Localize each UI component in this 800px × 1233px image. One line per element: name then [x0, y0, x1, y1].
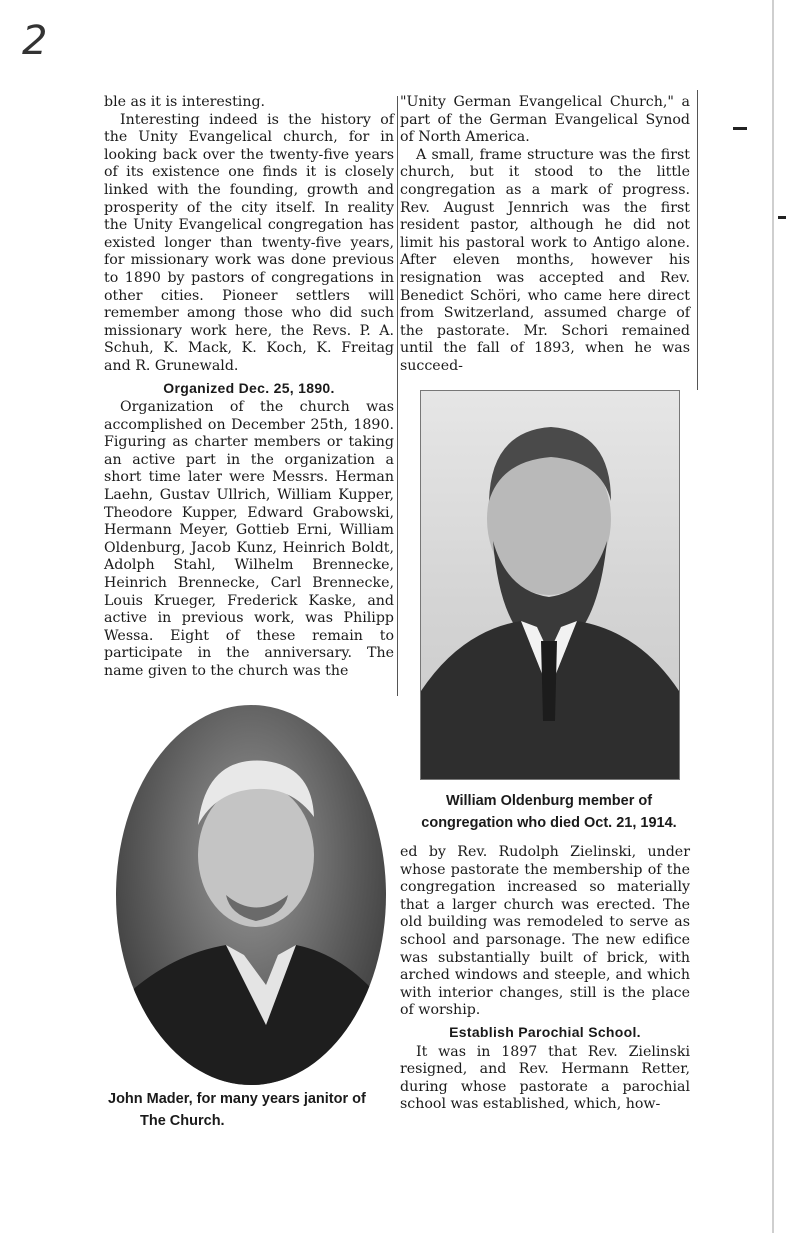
article-right-column-top — [400, 94, 690, 376]
article-paragraph: ble as it is interesting. — [104, 94, 266, 110]
portrait-illustration — [116, 705, 386, 1085]
oldenburg-photo-caption: William Oldenburg member of congregation who died Oct. 21, 1914. — [421, 793, 677, 831]
article-paragraph: Organization of the church was accomplished on December 25th, 1890. Figuring as charter members or taking an active part in the organization a short time later were Messrs. Herman Laehn, Gustav Ullrich, William Kupper, Theodore Kupper, Edward Grabowski, Hermann Meyer, Gottieb Erni, William Oldenburg, Jacob Kunz, Heinrich Boldt, Adolph Stahl, Wilhelm Brennecke, Heinrich Brennecke, Carl Brennecke, Louis Krueger, Frederick Kaske, and active in previous work, was Philipp Wessa. Eight of these remain to participate in the anniversary. The name given to the church was the — [104, 399, 394, 679]
article-left-column — [104, 94, 394, 681]
column-rule — [397, 96, 398, 696]
article-paragraph: Interesting indeed is the history of the Unity Evangelical church, for in looking back over the twenty-five years of its existence one finds it is closely linked with the founding, growth and prosperity of the city itself. In reality the Unity Evangelical congregation has existed longer than twenty-five years, for missionary work was done previous to 1890 by pastors of congregations in other cities. Pioneer settlers will remember among those who did such missionary work here, the Revs. P. A. Schuh, K. Mack, K. Koch, K. Freitag and R. Grunewald. — [104, 111, 394, 374]
mader-photo-caption — [108, 1088, 404, 1132]
column-rule — [697, 90, 698, 390]
edge-mark — [778, 216, 786, 219]
article-right-column-bottom — [400, 844, 690, 1114]
article-paragraph: ed by Rev. Rudolph Zielinski, under whose pastorate the membership of the congregation increased so materially that a larger church was erected. The old building was remodeled to serve as school and parsonage. The new edifice was substantially built of brick, with arched windows and steeple, and which with interior changes, still is the place of worship. — [400, 844, 690, 1019]
caption-line: John Mader, for many years janitor of — [108, 1091, 366, 1107]
article-paragraph: "Unity German Evangelical Church," a part of the German Evangelical Synod of North America. — [400, 94, 690, 146]
section-heading: Establish Parochial School. — [449, 1023, 641, 1040]
article-paragraph: It was in 1897 that Rev. Zielinski resigned, and Rev. Hermann Retter, during whose pastorate a parochial school was established, which, how- — [400, 1043, 690, 1113]
page-number: 2 — [22, 18, 48, 64]
john-mader-portrait — [116, 705, 386, 1085]
edge-mark — [733, 127, 747, 130]
portrait-illustration — [421, 391, 679, 779]
article-paragraph: A small, frame structure was the first church, but it stood to the little congregation as a mark of progress. Rev. August Jennrich was the first resident pastor, although he did not limit his pastoral work to Antigo alone. After eleven months, however his resignation was accepted and Rev. Benedict Schöri, who came here direct from Switzerland, assumed charge of the pastorate. Mr. Schori remained until the fall of 1893, when he was succeed- — [400, 146, 690, 374]
william-oldenburg-portrait — [420, 390, 680, 780]
page-edge-divider — [772, 0, 774, 1233]
caption-line: The Church. — [140, 1113, 225, 1129]
section-heading: Organized Dec. 25, 1890. — [163, 379, 335, 396]
